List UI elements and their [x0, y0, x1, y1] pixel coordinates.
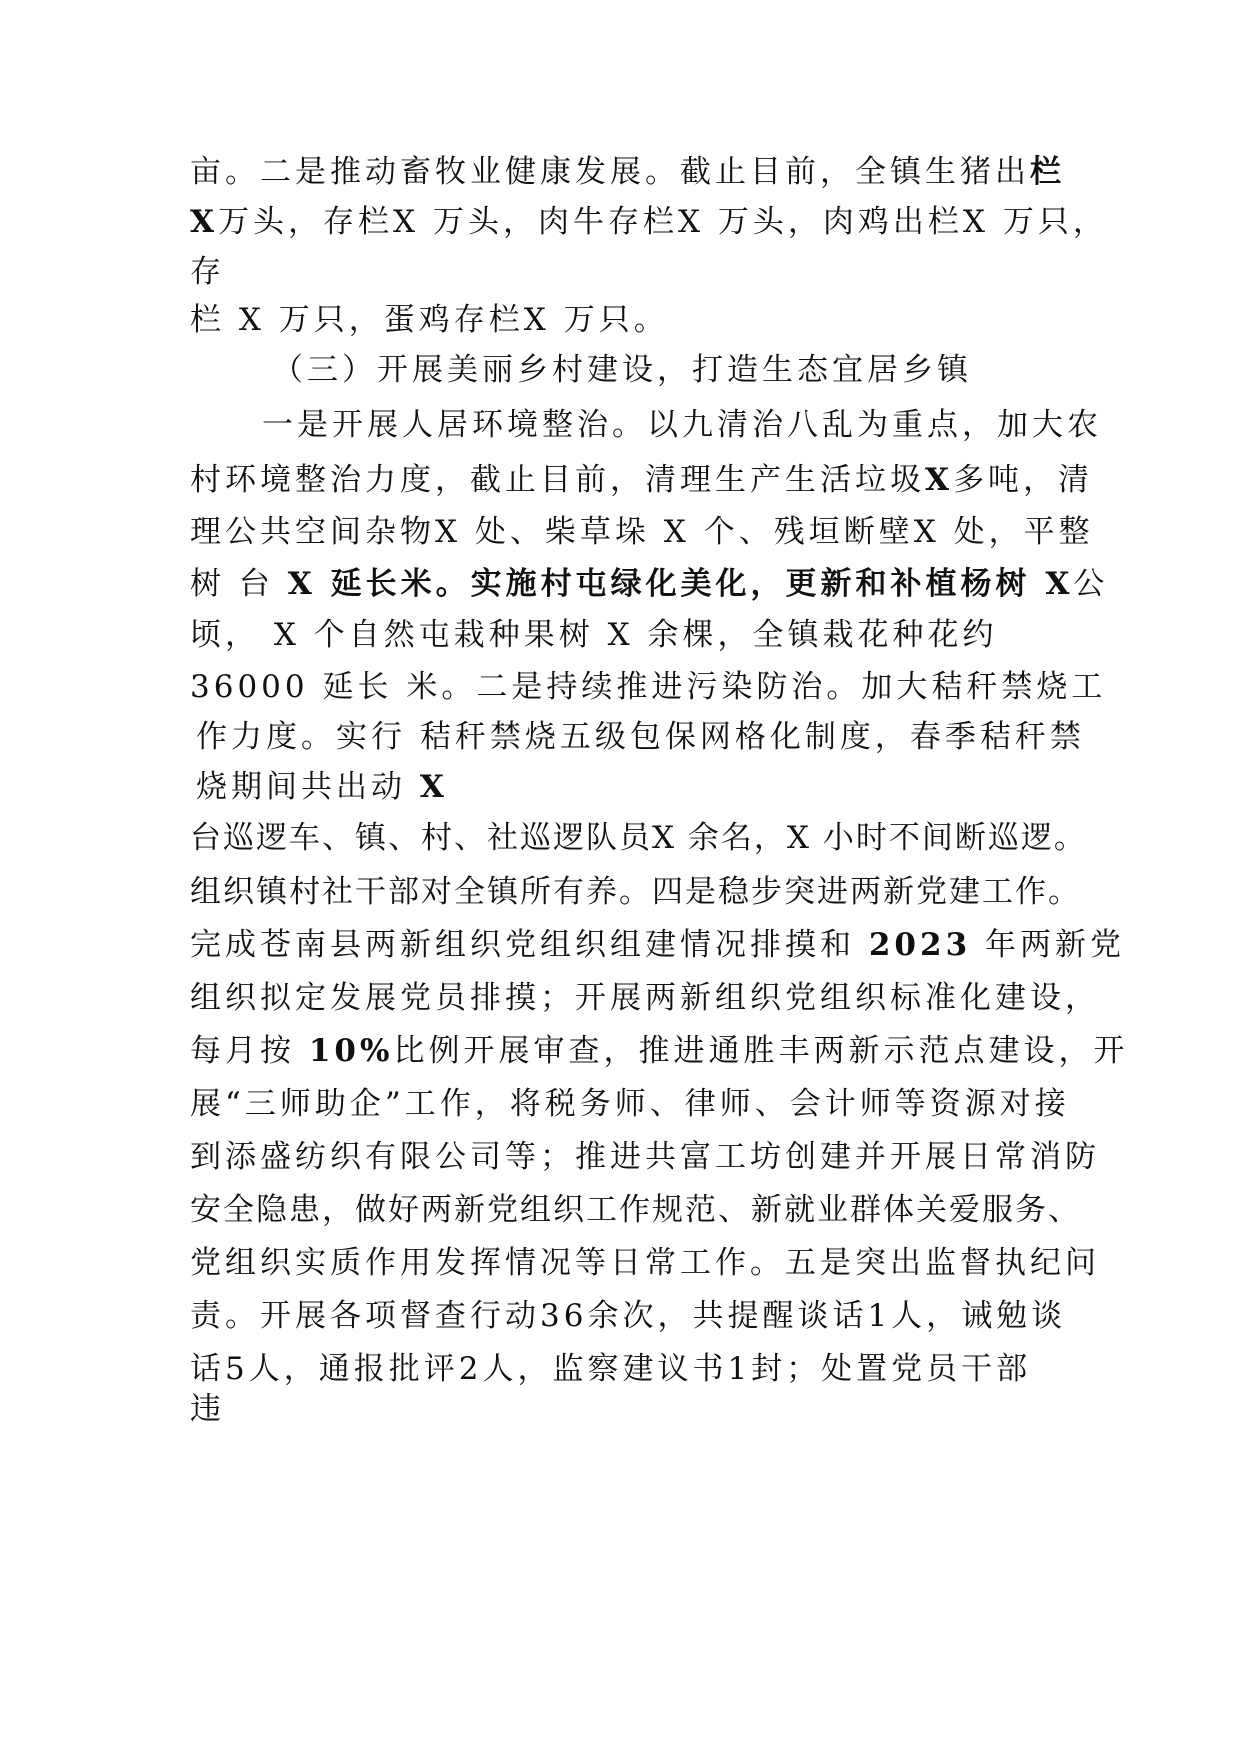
text-line-10	[190, 615, 1090, 655]
line-23-text: 责。开展各项督查行动36余次，共提醒谈话1人，诫勉谈	[190, 1298, 1067, 1334]
line-18-text-tail: 比例开展审查，推进通胜丰两新示范点建设，开	[393, 1033, 1129, 1069]
text-line-2	[190, 202, 1108, 242]
line-21-text: 安全隐患，做好两新党组织工作规范、新就业群体关爱服务、	[190, 1192, 1081, 1228]
line-7-text-tail: 多吨，清	[953, 462, 1094, 498]
line-19-text: 展“三师助企”工作，将税务师、律师、会计师等资源对接	[190, 1086, 1070, 1122]
line-3-text: 存	[190, 254, 223, 290]
line-2-bold: X	[190, 204, 219, 240]
line-12-text: 作力度。实行 秸秆禁烧五级包保网格化制度，春季秸秆禁	[196, 719, 1085, 755]
line-11-text: 36000 延长 米。二是持续推进污染防治。加大秸秆禁烧工	[190, 669, 1107, 705]
text-line-17	[190, 978, 1100, 1018]
line-9-text-tail: 公	[1073, 566, 1109, 602]
text-line-12	[196, 717, 1096, 757]
text-line-8	[190, 512, 1094, 552]
text-line-1	[190, 152, 1090, 192]
text-line-22	[190, 1243, 1100, 1283]
section-heading	[272, 350, 1172, 390]
text-line-24	[190, 1349, 1090, 1389]
line-24-text: 话5人，通报批评2人，监察建议书1封；处置党员干部	[190, 1351, 1032, 1387]
line-17-text: 组织拟定发展党员排摸；开展两新组织党组织标准化建设，	[190, 980, 1100, 1016]
line-14-text: 台巡逻车、镇、村、社巡逻队员X 余名，X 小时不间断巡逻。	[190, 820, 1087, 856]
text-line-21	[190, 1190, 1090, 1230]
text-line-3	[190, 252, 1090, 292]
text-line-15	[190, 872, 1090, 912]
text-line-13	[196, 767, 1096, 807]
line-13-bold: X	[419, 769, 448, 805]
text-line-7	[190, 460, 1094, 500]
line-16-text: 完成苍南县两新组织党组织组建情况排摸和	[190, 927, 869, 963]
text-line-11	[190, 667, 1107, 707]
text-line-20	[190, 1137, 1100, 1177]
text-line-14	[190, 818, 1090, 858]
line-16-text-tail: 年两新党	[971, 927, 1125, 963]
line-13-text: 烧期间共出动	[196, 769, 420, 805]
text-line-19	[190, 1084, 1090, 1124]
text-line-9	[190, 564, 1109, 604]
line-25-text: 违	[190, 1391, 223, 1427]
text-line-4	[190, 300, 1090, 340]
line-1-bold: 栏	[1030, 154, 1065, 190]
line-4-text: 栏 X 万只，蛋鸡存栏X 万只。	[190, 302, 669, 338]
line-7-text: 村环境整治力度，截止目前，清理生产生活垃圾	[190, 462, 925, 498]
line-9-bold: X 延长米。实施村屯绿化美化，更新和补植杨树 X	[287, 566, 1074, 602]
text-line-6	[262, 405, 1162, 445]
section-heading-text: （三）开展美丽乡村建设，打造生态宜居乡镇	[272, 352, 972, 388]
line-2-text: 万头，存栏X 万头，肉牛存栏X 万头，肉鸡出栏X 万只，	[218, 204, 1108, 240]
line-10-text: 顷， X 个自然屯栽种果树 X 余棵，全镇栽花种花约	[190, 617, 998, 653]
line-16-bold: 2023	[868, 927, 972, 963]
line-18-bold: 10%	[308, 1033, 394, 1069]
line-9-text: 树 台	[190, 566, 288, 602]
line-8-text: 理公共空间杂物X 处、柴草垛 X 个、残垣断壁X 处，平整	[190, 514, 1094, 550]
line-22-text: 党组织实质作用发挥情况等日常工作。五是突出监督执纪问	[190, 1245, 1100, 1281]
text-line-18	[190, 1031, 1129, 1071]
line-18-text: 每月按	[190, 1033, 309, 1069]
text-line-25	[190, 1389, 1090, 1429]
line-6-text: 一是开展人居环境整治。以九清治八乱为重点，加大农	[262, 407, 1102, 443]
line-7-bold: X	[925, 462, 954, 498]
line-1-text: 亩。二是推动畜牧业健康发展。截止目前，全镇生猪出	[190, 154, 1030, 190]
text-line-16	[190, 925, 1125, 965]
line-20-text: 到添盛纺织有限公司等；推进共富工坊创建并开展日常消防	[190, 1139, 1100, 1175]
line-15-text: 组织镇村社干部对全镇所有养。四是稳步突进两新党建工作。	[190, 874, 1081, 910]
text-line-23	[190, 1296, 1090, 1336]
